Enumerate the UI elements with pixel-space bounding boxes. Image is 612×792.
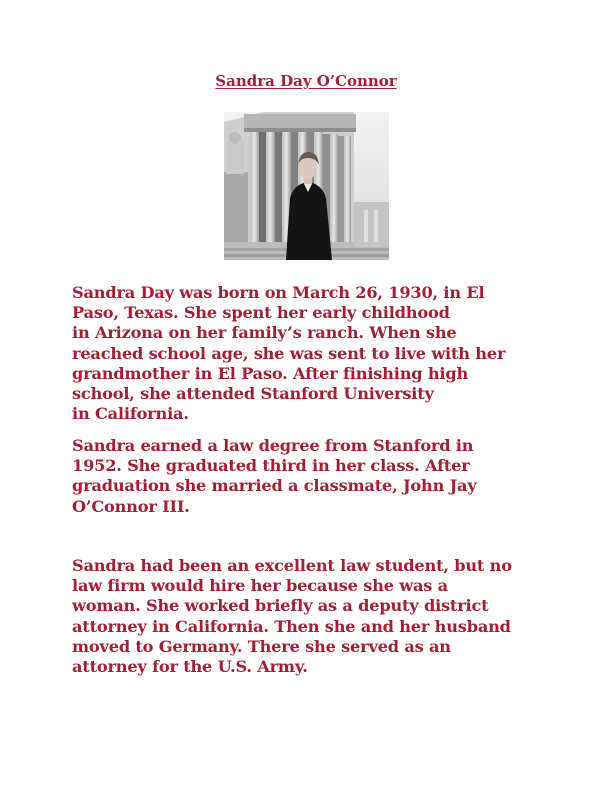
- text-line: school, she attended Stanford University: [72, 384, 434, 404]
- page-title: Sandra Day O’Connor: [215, 72, 397, 90]
- text-line: grandmother in El Paso. After finishing high: [72, 363, 469, 383]
- paragraph-1: [72, 283, 540, 424]
- text-line: graduation she married a classmate, John Jay: [72, 476, 477, 496]
- courthouse-portrait-image: [224, 112, 389, 260]
- text-line: Sandra Day was born on March 26, 1930, in El: [72, 283, 485, 302]
- text-line: 1952. She graduated third in her class. After: [72, 456, 470, 476]
- paragraph-3: [72, 556, 540, 677]
- text-line: Sandra had been an excellent law student, but no: [72, 556, 512, 575]
- text-line: law firm would hire her because she was a: [72, 576, 448, 596]
- text-line: woman. She worked briefly as a deputy district: [72, 596, 489, 616]
- text-line: reached school age, she was sent to live with her: [72, 343, 506, 363]
- text-line: attorney in California. Then she and her husband: [72, 616, 511, 636]
- text-line: attorney for the U.S. Army.: [72, 657, 308, 677]
- portrait-photo: [224, 112, 389, 260]
- text-line: in Arizona on her family’s ranch. When she: [72, 323, 457, 343]
- text-line: moved to Germany. There she served as an: [72, 636, 451, 656]
- text-line: in California.: [72, 404, 189, 424]
- text-line: O’Connor III.: [72, 496, 190, 516]
- text-line: Sandra earned a law degree from Stanford in: [72, 436, 474, 455]
- text-line: Paso, Texas. She spent her early childhood: [72, 303, 450, 323]
- paragraph-2: [72, 436, 540, 517]
